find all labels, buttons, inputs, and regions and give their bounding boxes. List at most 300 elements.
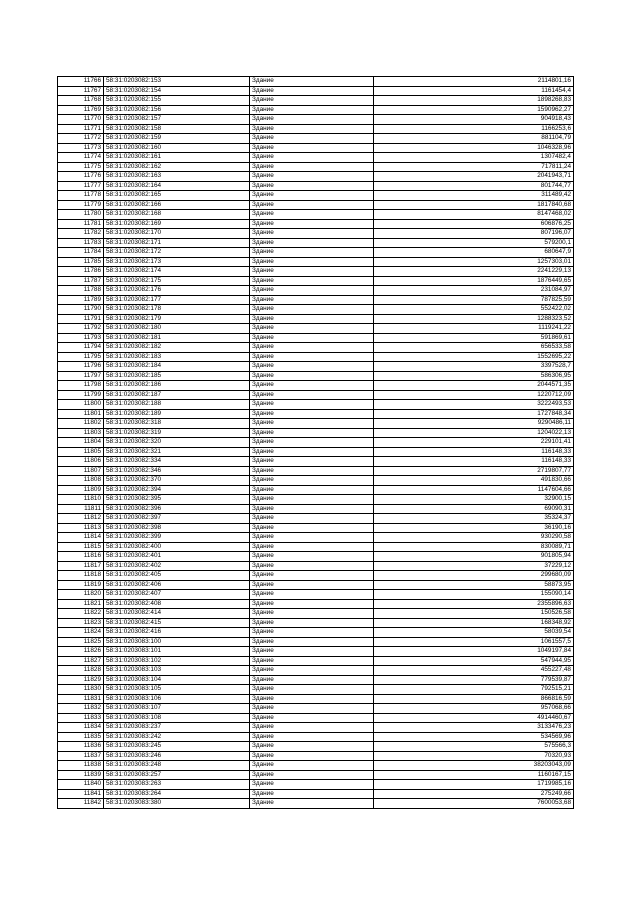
table-row: [58, 238, 574, 248]
cadastral-value-cell: 901805,94: [374, 552, 574, 562]
cadastral-value-cell: 930290,58: [374, 533, 574, 543]
cadastral-value-cell: 299680,09: [374, 571, 574, 581]
cadastral-value-cell: 150526,58: [374, 609, 574, 619]
object-type-cell: Здание: [250, 732, 374, 742]
table-row: [58, 248, 574, 258]
row-number-cell: 11819: [58, 580, 104, 590]
row-number-cell: 11807: [58, 466, 104, 476]
object-type-cell: Здание: [250, 618, 374, 628]
cadastral-value-cell: 606876,25: [374, 219, 574, 229]
cadastral-number-cell: 58:31:0203083:102: [104, 656, 250, 666]
cadastral-number-cell: 58:31:0203082:320: [104, 438, 250, 448]
object-type-cell: Здание: [250, 514, 374, 524]
row-number-cell: 11822: [58, 609, 104, 619]
cadastral-value-cell: 1147604,66: [374, 485, 574, 495]
object-type-cell: Здание: [250, 713, 374, 723]
cadastral-value-cell: 9290486,11: [374, 419, 574, 429]
cadastral-value-cell: 552422,02: [374, 305, 574, 315]
table-row: [58, 96, 574, 106]
row-number-cell: 11789: [58, 295, 104, 305]
object-type-cell: Здание: [250, 799, 374, 809]
cadastral-value-cell: 3222493,53: [374, 400, 574, 410]
cadastral-value-cell: 787825,59: [374, 295, 574, 305]
cadastral-number-cell: 58:31:0203083:100: [104, 637, 250, 647]
cadastral-number-cell: 58:31:0203082:394: [104, 485, 250, 495]
table-row: [58, 457, 574, 467]
table-row: [58, 580, 574, 590]
row-number-cell: 11827: [58, 656, 104, 666]
object-type-cell: Здание: [250, 457, 374, 467]
table-row: [58, 305, 574, 315]
table-row: [58, 333, 574, 343]
cadastral-number-cell: 58:31:0203083:107: [104, 704, 250, 714]
table-row: [58, 675, 574, 685]
cadastral-number-cell: 58:31:0203082:187: [104, 390, 250, 400]
cadastral-number-cell: 58:31:0203082:415: [104, 618, 250, 628]
object-type-cell: Здание: [250, 105, 374, 115]
object-type-cell: Здание: [250, 172, 374, 182]
row-number-cell: 11792: [58, 324, 104, 334]
table-row: [58, 732, 574, 742]
cadastral-value-cell: 807196,07: [374, 229, 574, 239]
row-number-cell: 11776: [58, 172, 104, 182]
table-row: [58, 181, 574, 191]
row-number-cell: 11806: [58, 457, 104, 467]
object-type-cell: Здание: [250, 647, 374, 657]
table-row: [58, 362, 574, 372]
table-row: [58, 295, 574, 305]
table-row: [58, 656, 574, 666]
object-type-cell: Здание: [250, 115, 374, 125]
table-row: [58, 770, 574, 780]
cadastral-number-cell: 58:31:0203083:242: [104, 732, 250, 742]
cadastral-value-cell: 116148,33: [374, 447, 574, 457]
table-row: [58, 438, 574, 448]
cadastral-number-cell: 58:31:0203082:154: [104, 86, 250, 96]
row-number-cell: 11796: [58, 362, 104, 372]
cadastral-number-cell: 58:31:0203082:407: [104, 590, 250, 600]
cadastral-value-cell: 2041943,71: [374, 172, 574, 182]
cadastral-value-cell: 229101,41: [374, 438, 574, 448]
object-type-cell: Здание: [250, 381, 374, 391]
cadastral-value-cell: 4914460,67: [374, 713, 574, 723]
object-type-cell: Здание: [250, 628, 374, 638]
row-number-cell: 11813: [58, 523, 104, 533]
cadastral-number-cell: 58:31:0203082:153: [104, 77, 250, 87]
cadastral-value-cell: 1552695,22: [374, 352, 574, 362]
object-type-cell: Здание: [250, 428, 374, 438]
cadastral-value-cell: 575566,3: [374, 742, 574, 752]
row-number-cell: 11810: [58, 495, 104, 505]
cadastral-number-cell: 58:31:0203083:237: [104, 723, 250, 733]
row-number-cell: 11775: [58, 162, 104, 172]
cadastral-number-cell: 58:31:0203082:370: [104, 476, 250, 486]
table-row: [58, 191, 574, 201]
cadastral-value-cell: 35324,37: [374, 514, 574, 524]
cadastral-number-cell: 58:31:0203082:399: [104, 533, 250, 543]
table-row: [58, 561, 574, 571]
cadastral-number-cell: 58:31:0203082:183: [104, 352, 250, 362]
table-row: [58, 229, 574, 239]
row-number-cell: 11816: [58, 552, 104, 562]
table-row: [58, 105, 574, 115]
table-row: [58, 219, 574, 229]
cadastral-number-cell: 58:31:0203082:398: [104, 523, 250, 533]
table-row: [58, 343, 574, 353]
object-type-cell: Здание: [250, 305, 374, 315]
cadastral-number-cell: 58:31:0203082:160: [104, 143, 250, 153]
cadastral-value-cell: 1161454,4: [374, 86, 574, 96]
row-number-cell: 11784: [58, 248, 104, 258]
cadastral-value-cell: 168348,92: [374, 618, 574, 628]
table-row: [58, 542, 574, 552]
row-number-cell: 11783: [58, 238, 104, 248]
row-number-cell: 11799: [58, 390, 104, 400]
table-row: [58, 723, 574, 733]
row-number-cell: 11800: [58, 400, 104, 410]
row-number-cell: 11787: [58, 276, 104, 286]
table-row: [58, 371, 574, 381]
cadastral-value-cell: 70320,93: [374, 751, 574, 761]
row-number-cell: 11774: [58, 153, 104, 163]
table-row: [58, 390, 574, 400]
row-number-cell: 11773: [58, 143, 104, 153]
cadastral-number-cell: 58:31:0203083:257: [104, 770, 250, 780]
table-row: [58, 789, 574, 799]
object-type-cell: Здание: [250, 580, 374, 590]
table-row: [58, 324, 574, 334]
table-row: [58, 352, 574, 362]
object-type-cell: Здание: [250, 609, 374, 619]
cadastral-value-cell: 904918,43: [374, 115, 574, 125]
table-row: [58, 495, 574, 505]
row-number-cell: 11795: [58, 352, 104, 362]
table-row: [58, 162, 574, 172]
row-number-cell: 11821: [58, 599, 104, 609]
row-number-cell: 11824: [58, 628, 104, 638]
cadastral-number-cell: 58:31:0203082:186: [104, 381, 250, 391]
cadastral-number-cell: 58:31:0203082:175: [104, 276, 250, 286]
cadastral-value-cell: 1119241,22: [374, 324, 574, 334]
row-number-cell: 11780: [58, 210, 104, 220]
object-type-cell: Здание: [250, 637, 374, 647]
row-number-cell: 11772: [58, 134, 104, 144]
cadastral-value-table: [57, 76, 574, 809]
table-row: [58, 590, 574, 600]
cadastral-number-cell: 58:31:0203082:171: [104, 238, 250, 248]
table-row: [58, 77, 574, 87]
row-number-cell: 11809: [58, 485, 104, 495]
table-row: [58, 257, 574, 267]
row-number-cell: 11832: [58, 704, 104, 714]
table-row: [58, 694, 574, 704]
cadastral-number-cell: 58:31:0203082:181: [104, 333, 250, 343]
object-type-cell: Здание: [250, 694, 374, 704]
cadastral-number-cell: 58:31:0203083:104: [104, 675, 250, 685]
object-type-cell: Здание: [250, 343, 374, 353]
table-row: [58, 428, 574, 438]
object-type-cell: Здание: [250, 96, 374, 106]
cadastral-value-cell: 779539,87: [374, 675, 574, 685]
table-row: [58, 409, 574, 419]
cadastral-number-cell: 58:31:0203082:346: [104, 466, 250, 476]
table-row: [58, 115, 574, 125]
table-row: [58, 86, 574, 96]
cadastral-number-cell: 58:31:0203083:105: [104, 685, 250, 695]
cadastral-number-cell: 58:31:0203082:159: [104, 134, 250, 144]
row-number-cell: 11790: [58, 305, 104, 315]
cadastral-number-cell: 58:31:0203083:245: [104, 742, 250, 752]
cadastral-number-cell: 58:31:0203082:406: [104, 580, 250, 590]
object-type-cell: Здание: [250, 314, 374, 324]
table-row: [58, 647, 574, 657]
object-type-cell: Здание: [250, 533, 374, 543]
cadastral-number-cell: 58:31:0203082:318: [104, 419, 250, 429]
cadastral-number-cell: 58:31:0203082:402: [104, 561, 250, 571]
object-type-cell: Здание: [250, 267, 374, 277]
object-type-cell: Здание: [250, 229, 374, 239]
cadastral-number-cell: 58:31:0203082:166: [104, 200, 250, 210]
cadastral-value-cell: 1817840,68: [374, 200, 574, 210]
object-type-cell: Здание: [250, 742, 374, 752]
row-number-cell: 11828: [58, 666, 104, 676]
object-type-cell: Здание: [250, 552, 374, 562]
table-row: [58, 476, 574, 486]
cadastral-value-cell: 69090,31: [374, 504, 574, 514]
cadastral-value-cell: 231084,97: [374, 286, 574, 296]
object-type-cell: Здание: [250, 599, 374, 609]
cadastral-number-cell: 58:31:0203082:162: [104, 162, 250, 172]
row-number-cell: 11842: [58, 799, 104, 809]
table-row: [58, 466, 574, 476]
row-number-cell: 11777: [58, 181, 104, 191]
table-row: [58, 504, 574, 514]
cadastral-number-cell: 58:31:0203082:165: [104, 191, 250, 201]
row-number-cell: 11804: [58, 438, 104, 448]
object-type-cell: Здание: [250, 324, 374, 334]
object-type-cell: Здание: [250, 485, 374, 495]
table-row: [58, 685, 574, 695]
row-number-cell: 11812: [58, 514, 104, 524]
cadastral-number-cell: 58:31:0203083:108: [104, 713, 250, 723]
cadastral-number-cell: 58:31:0203082:176: [104, 286, 250, 296]
object-type-cell: Здание: [250, 143, 374, 153]
object-type-cell: Здание: [250, 333, 374, 343]
table-row: [58, 143, 574, 153]
cadastral-value-cell: 2355896,63: [374, 599, 574, 609]
cadastral-number-cell: 58:31:0203082:321: [104, 447, 250, 457]
cadastral-value-cell: 1049197,84: [374, 647, 574, 657]
row-number-cell: 11823: [58, 618, 104, 628]
cadastral-value-cell: 586306,95: [374, 371, 574, 381]
row-number-cell: 11841: [58, 789, 104, 799]
cadastral-value-cell: 311489,42: [374, 191, 574, 201]
cadastral-value-cell: 680647,9: [374, 248, 574, 258]
cadastral-value-cell: 792515,21: [374, 685, 574, 695]
object-type-cell: Здание: [250, 666, 374, 676]
table-row: [58, 618, 574, 628]
table-row: [58, 381, 574, 391]
cadastral-value-cell: 1257303,01: [374, 257, 574, 267]
cadastral-number-cell: 58:31:0203082:188: [104, 400, 250, 410]
cadastral-number-cell: 58:31:0203082:180: [104, 324, 250, 334]
cadastral-value-cell: 1220712,09: [374, 390, 574, 400]
object-type-cell: Здание: [250, 257, 374, 267]
row-number-cell: 11797: [58, 371, 104, 381]
object-type-cell: Здание: [250, 656, 374, 666]
cadastral-value-cell: 866816,59: [374, 694, 574, 704]
object-type-cell: Здание: [250, 466, 374, 476]
cadastral-value-cell: 957068,66: [374, 704, 574, 714]
table-row: [58, 780, 574, 790]
row-number-cell: 11829: [58, 675, 104, 685]
cadastral-number-cell: 58:31:0203083:263: [104, 780, 250, 790]
cadastral-number-cell: 58:31:0203083:246: [104, 751, 250, 761]
object-type-cell: Здание: [250, 153, 374, 163]
cadastral-value-cell: 3397528,7: [374, 362, 574, 372]
cadastral-number-cell: 58:31:0203082:156: [104, 105, 250, 115]
cadastral-number-cell: 58:31:0203082:174: [104, 267, 250, 277]
cadastral-number-cell: 58:31:0203082:164: [104, 181, 250, 191]
row-number-cell: 11791: [58, 314, 104, 324]
cadastral-value-cell: 547944,95: [374, 656, 574, 666]
row-number-cell: 11808: [58, 476, 104, 486]
row-number-cell: 11838: [58, 761, 104, 771]
cadastral-number-cell: 58:31:0203082:334: [104, 457, 250, 467]
table-row: [58, 134, 574, 144]
cadastral-value-cell: 1719985,16: [374, 780, 574, 790]
row-number-cell: 11818: [58, 571, 104, 581]
table-row: [58, 799, 574, 809]
row-number-cell: 11781: [58, 219, 104, 229]
row-number-cell: 11785: [58, 257, 104, 267]
cadastral-value-cell: 36190,16: [374, 523, 574, 533]
row-number-cell: 11779: [58, 200, 104, 210]
table-row: [58, 599, 574, 609]
row-number-cell: 11793: [58, 333, 104, 343]
cadastral-value-cell: 1876449,65: [374, 276, 574, 286]
cadastral-value-cell: 7600053,68: [374, 799, 574, 809]
row-number-cell: 11839: [58, 770, 104, 780]
cadastral-number-cell: 58:31:0203082:179: [104, 314, 250, 324]
object-type-cell: Здание: [250, 761, 374, 771]
cadastral-number-cell: 58:31:0203082:173: [104, 257, 250, 267]
cadastral-value-cell: 58039,54: [374, 628, 574, 638]
cadastral-number-cell: 58:31:0203082:396: [104, 504, 250, 514]
object-type-cell: Здание: [250, 77, 374, 87]
table-row: [58, 153, 574, 163]
row-number-cell: 11798: [58, 381, 104, 391]
cadastral-number-cell: 58:31:0203083:103: [104, 666, 250, 676]
cadastral-value-cell: 491830,66: [374, 476, 574, 486]
object-type-cell: Здание: [250, 571, 374, 581]
object-type-cell: Здание: [250, 200, 374, 210]
object-type-cell: Здание: [250, 751, 374, 761]
row-number-cell: 11805: [58, 447, 104, 457]
object-type-cell: Здание: [250, 723, 374, 733]
object-type-cell: Здание: [250, 561, 374, 571]
row-number-cell: 11831: [58, 694, 104, 704]
cadastral-value-cell: 38203043,09: [374, 761, 574, 771]
table-row: [58, 628, 574, 638]
row-number-cell: 11817: [58, 561, 104, 571]
row-number-cell: 11815: [58, 542, 104, 552]
row-number-cell: 11802: [58, 419, 104, 429]
cadastral-value-cell: 534569,96: [374, 732, 574, 742]
table-row: [58, 276, 574, 286]
object-type-cell: Здание: [250, 504, 374, 514]
cadastral-value-cell: 2114801,16: [374, 77, 574, 87]
object-type-cell: Здание: [250, 352, 374, 362]
row-number-cell: 11771: [58, 124, 104, 134]
cadastral-number-cell: 58:31:0203082:401: [104, 552, 250, 562]
table-row: [58, 533, 574, 543]
table-body: [58, 77, 574, 809]
cadastral-value-cell: 1204022,13: [374, 428, 574, 438]
cadastral-value-cell: 2044571,35: [374, 381, 574, 391]
object-type-cell: Здание: [250, 124, 374, 134]
row-number-cell: 11794: [58, 343, 104, 353]
object-type-cell: Здание: [250, 248, 374, 258]
cadastral-number-cell: 58:31:0203082:161: [104, 153, 250, 163]
object-type-cell: Здание: [250, 780, 374, 790]
object-type-cell: Здание: [250, 86, 374, 96]
cadastral-number-cell: 58:31:0203082:319: [104, 428, 250, 438]
object-type-cell: Здание: [250, 210, 374, 220]
cadastral-number-cell: 58:31:0203082:157: [104, 115, 250, 125]
cadastral-number-cell: 58:31:0203083:101: [104, 647, 250, 657]
row-number-cell: 11766: [58, 77, 104, 87]
row-number-cell: 11768: [58, 96, 104, 106]
row-number-cell: 11814: [58, 533, 104, 543]
object-type-cell: Здание: [250, 134, 374, 144]
table-row: [58, 200, 574, 210]
object-type-cell: Здание: [250, 770, 374, 780]
cadastral-value-cell: 155090,14: [374, 590, 574, 600]
cadastral-number-cell: 58:31:0203082:182: [104, 343, 250, 353]
cadastral-value-cell: 1590962,27: [374, 105, 574, 115]
object-type-cell: Здание: [250, 704, 374, 714]
cadastral-value-cell: 1898268,83: [374, 96, 574, 106]
table-row: [58, 400, 574, 410]
cadastral-number-cell: 58:31:0203082:158: [104, 124, 250, 134]
cadastral-number-cell: 58:31:0203082:178: [104, 305, 250, 315]
row-number-cell: 11834: [58, 723, 104, 733]
table-row: [58, 267, 574, 277]
object-type-cell: Здание: [250, 495, 374, 505]
object-type-cell: Здание: [250, 390, 374, 400]
cadastral-value-cell: 656533,58: [374, 343, 574, 353]
object-type-cell: Здание: [250, 523, 374, 533]
table-row: [58, 447, 574, 457]
object-type-cell: Здание: [250, 476, 374, 486]
object-type-cell: Здание: [250, 409, 374, 419]
row-number-cell: 11786: [58, 267, 104, 277]
object-type-cell: Здание: [250, 238, 374, 248]
cadastral-number-cell: 58:31:0203082:185: [104, 371, 250, 381]
cadastral-number-cell: 58:31:0203082:414: [104, 609, 250, 619]
cadastral-value-cell: 116148,33: [374, 457, 574, 467]
cadastral-number-cell: 58:31:0203082:170: [104, 229, 250, 239]
table-row: [58, 485, 574, 495]
cadastral-number-cell: 58:31:0203082:163: [104, 172, 250, 182]
table-row: [58, 124, 574, 134]
object-type-cell: Здание: [250, 590, 374, 600]
cadastral-number-cell: 58:31:0203082:397: [104, 514, 250, 524]
row-number-cell: 11803: [58, 428, 104, 438]
object-type-cell: Здание: [250, 542, 374, 552]
row-number-cell: 11778: [58, 191, 104, 201]
